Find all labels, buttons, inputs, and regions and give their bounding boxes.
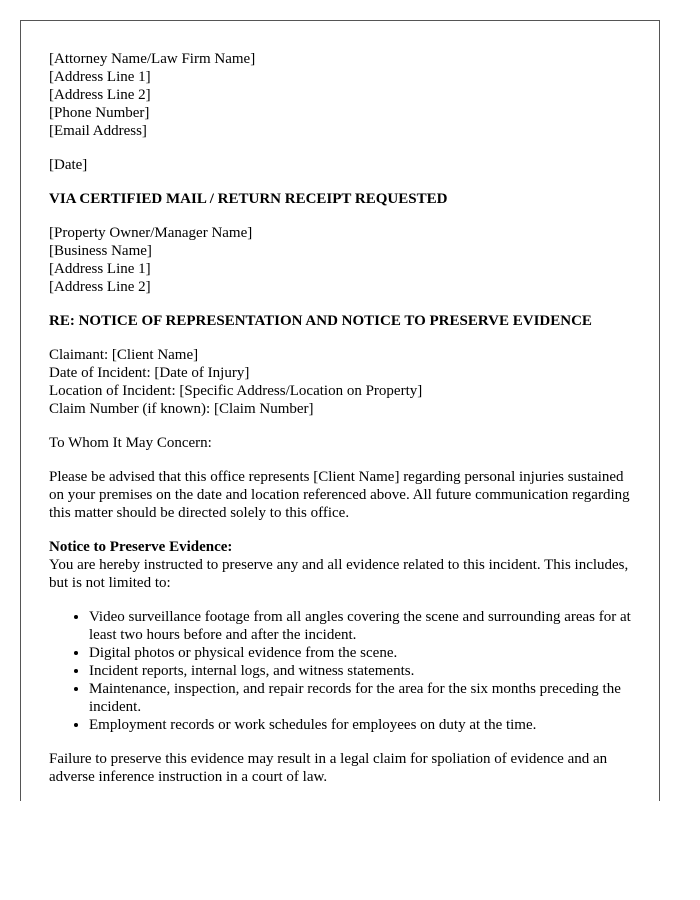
claim-details xyxy=(49,346,631,418)
recipient-business: [Business Name] xyxy=(49,243,152,259)
sender-email: [Email Address] xyxy=(49,123,147,139)
list-item: • Maintenance, inspection, and repair records for the area for the six months preceding the incident. xyxy=(89,680,631,716)
recipient-name: [Property Owner/Manager Name] xyxy=(49,225,253,241)
sender-address-line-1: [Address Line 1] xyxy=(49,69,151,85)
salutation: To Whom It May Concern: xyxy=(49,435,212,451)
date-of-incident: Date of Incident: [Date of Injury] xyxy=(49,365,250,381)
subject-line: RE: NOTICE OF REPRESENTATION AND NOTICE TO PRESERVE EVIDENCE xyxy=(49,313,592,329)
preserve-evidence-section xyxy=(49,538,631,592)
preserve-evidence-intro: You are hereby instructed to preserve any and all evidence related to this incident. This includes, but is not limited to: xyxy=(49,557,629,591)
list-item: • Digital photos or physical evidence from the scene. xyxy=(89,644,631,662)
sender-address-line-2: [Address Line 2] xyxy=(49,87,151,103)
location-of-incident: Location of Incident: [Specific Address/Location on Property] xyxy=(49,383,423,399)
list-item: • Incident reports, internal logs, and witness statements. xyxy=(89,662,631,680)
list-item: • Video surveillance footage from all angles covering the scene and surrounding areas for at least two hours before and after the incident. xyxy=(89,608,631,644)
claim-number: Claim Number (if known): [Claim Number] xyxy=(49,401,314,417)
delivery-method: VIA CERTIFIED MAIL / RETURN RECEIPT REQUESTED xyxy=(49,191,448,207)
evidence-list xyxy=(49,608,631,734)
recipient-address-line-2: [Address Line 2] xyxy=(49,279,151,295)
letter-date: [Date] xyxy=(49,157,88,173)
sender-phone: [Phone Number] xyxy=(49,105,150,121)
preserve-evidence-heading: Notice to Preserve Evidence: xyxy=(49,539,233,555)
claimant: Claimant: [Client Name] xyxy=(49,347,199,363)
sender-block xyxy=(49,50,631,140)
representation-paragraph: Please be advised that this office represents [Client Name] regarding personal injuries sustained on your premises on the date and location referenced above. All future communication regarding this matter should be directed solely to this office. xyxy=(49,469,630,521)
list-item: • Employment records or work schedules for employees on duty at the time. xyxy=(89,716,631,734)
spoliation-paragraph: Failure to preserve this evidence may result in a legal claim for spoliation of evidence and an adverse inference instruction in a court of law. xyxy=(49,751,608,785)
letter-page xyxy=(20,20,660,801)
recipient-block xyxy=(49,224,631,296)
sender-name: [Attorney Name/Law Firm Name] xyxy=(49,51,256,67)
recipient-address-line-1: [Address Line 1] xyxy=(49,261,151,277)
